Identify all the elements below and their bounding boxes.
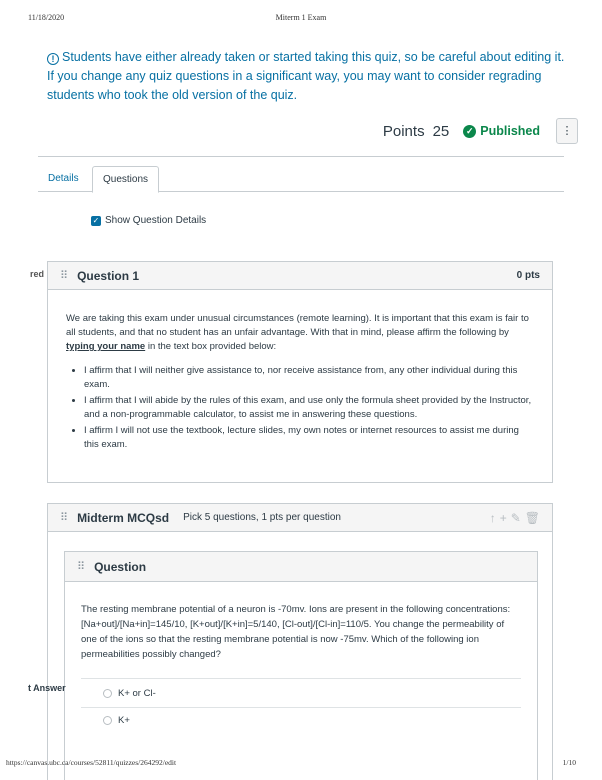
question-1-body: [48, 290, 552, 452]
drag-handle-icon[interactable]: ⠿: [60, 270, 68, 282]
points-value: 25: [432, 122, 450, 140]
published-status[interactable]: [463, 124, 540, 138]
answer-divider: [81, 707, 521, 708]
show-details-label: Show Question Details: [105, 215, 207, 226]
group-question-card: [64, 551, 538, 780]
question-1-points: 0 pts: [516, 270, 540, 281]
clipped-side-label: red: [30, 269, 45, 279]
quiz-tabs: [38, 166, 564, 192]
points-label: Points: [382, 122, 425, 140]
radio-icon[interactable]: [103, 689, 112, 698]
move-up-icon[interactable]: ↑: [489, 510, 496, 525]
question-1-header: [48, 262, 552, 290]
affirmation-list: [66, 364, 534, 452]
answer-label: K+ or Cl-: [118, 688, 156, 699]
question-1-title: Question 1: [77, 268, 140, 283]
print-url: https://canvas.ubc.ca/courses/52811/quizzes/264292/edit: [6, 758, 177, 767]
answer-option[interactable]: [103, 715, 130, 726]
answer-option[interactable]: [103, 688, 156, 699]
kebab-icon: ⋮: [561, 125, 573, 137]
tab-details[interactable]: Details: [48, 173, 79, 184]
list-item: • I affirm that I will neither give assistance to, nor receive assistance from, any other individual during this exam.: [84, 364, 534, 392]
checkbox-checked-icon[interactable]: ✓: [92, 215, 100, 225]
group-question-text: The resting membrane potential of a neuron is -70mv. Ions are present in the following concentrations: [Na+out]/[Na+in]=145/10, [K+out]/[K+in]=5/140, [Cl-out]/[Cl-in]=110/5. You change the permeability of one of the ions so that the resting membrane potential is now -75mv. Which of the following ion permeabilities possibly changed?: [81, 604, 511, 660]
print-date: 11/18/2020: [28, 13, 65, 22]
question-1-card: [47, 261, 553, 483]
question-group-header: [48, 504, 552, 532]
published-label: Published: [480, 124, 540, 138]
edit-warning-banner: [47, 48, 567, 105]
emphasis-text: typing your name: [66, 341, 146, 352]
group-question-header: [65, 552, 537, 582]
print-page-number: 1/10: [562, 758, 576, 767]
check-circle-icon: ✓: [463, 125, 476, 138]
trash-icon[interactable]: 🗑: [524, 510, 540, 525]
add-icon[interactable]: +: [499, 510, 507, 525]
answer-label: K+: [118, 715, 130, 726]
quiz-status-bar: [383, 118, 578, 144]
tab-questions[interactable]: Questions: [92, 166, 159, 193]
list-item: • I affirm that I will abide by the rules of this exam, and use only the formula sheet provided by the Instructor, and a non-programmable calculator, to assist me in answering these questions.: [84, 394, 534, 422]
group-actions: [486, 511, 540, 525]
clipped-answer-label: t Answer: [28, 683, 66, 693]
question-group-card: [47, 503, 553, 780]
drag-handle-icon[interactable]: ⠿: [77, 561, 85, 573]
drag-handle-icon[interactable]: ⠿: [60, 512, 68, 524]
print-title: Miterm 1 Exam: [275, 13, 327, 22]
more-options-button[interactable]: [556, 118, 578, 144]
group-title: Midterm MCQsd: [77, 510, 170, 525]
radio-icon[interactable]: [103, 716, 112, 725]
group-question-title: Question: [94, 559, 147, 574]
edit-icon[interactable]: ✎: [510, 510, 521, 525]
show-question-details-toggle[interactable]: [91, 215, 206, 226]
header-divider: [38, 156, 564, 157]
info-icon: !: [47, 53, 59, 65]
question-1-intro: We are taking this exam under unusual circumstances (remote learning). It is important that this exam is fair to all students, and that no student has an unfair advantage. With that in mind, please affirm the following by typing your name in the text box provided below:: [66, 313, 529, 352]
answer-divider: [81, 678, 521, 679]
group-pick-info: Pick 5 questions, 1 pts per question: [183, 512, 341, 523]
list-item: • I affirm I will not use the textbook, lecture slides, my own notes or internet resources to assist me during this exam.: [84, 424, 534, 452]
warning-text: Students have either already taken or started taking this quiz, so be careful about editing it. If you change any quiz questions in a significant way, you may want to consider regrading students who took the old version of the quiz.: [47, 50, 565, 102]
